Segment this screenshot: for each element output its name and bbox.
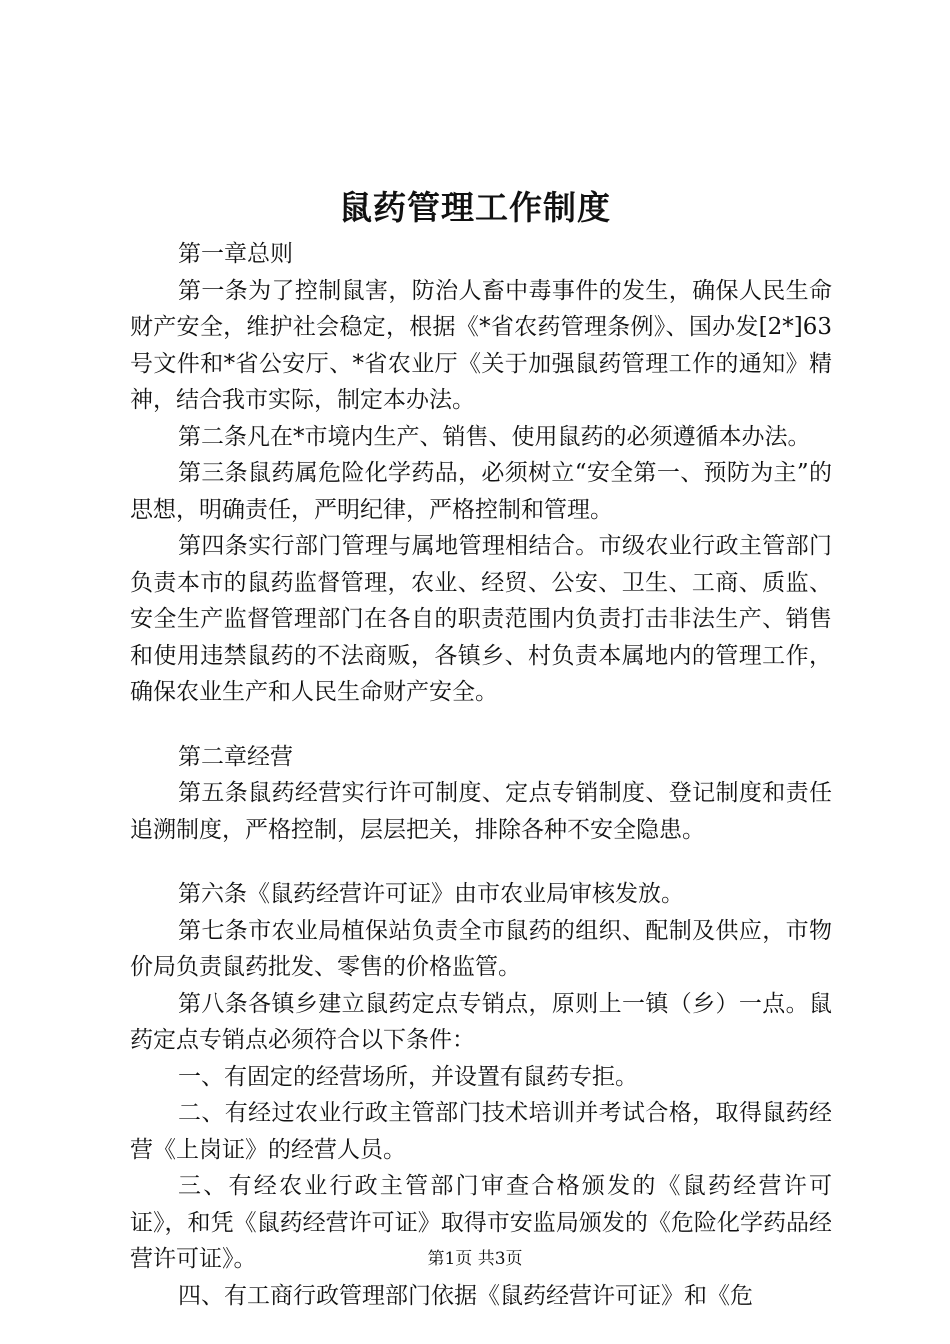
chapter-heading: 第二章经营 [178, 743, 293, 770]
article-paragraph: 第三条鼠药属危险化学药品，必须树立“安全第一、预防为主”的思想，明确责任，严明纪律，严格控制和管理。 [130, 460, 832, 523]
list-item: 二、有经过农业行政主管部门技术培训并考试合格，取得鼠药经营《上岗证》的经营人员。 [130, 1100, 832, 1163]
article-paragraph: 第六条《鼠药经营许可证》由市农业局审核发放。 [178, 881, 684, 907]
article-paragraph: 第二条凡在*市境内生产、销售、使用鼠药的必须遵循本办法。 [178, 423, 811, 450]
paragraph-spacer [130, 848, 832, 876]
document-body [130, 236, 832, 1314]
list-item: 一、有固定的经营场所，并设置有鼠药专拒。 [178, 1063, 638, 1090]
list-item: 四、有工商行政管理部门依据《鼠药经营许可证》和《危 [178, 1282, 753, 1309]
article-paragraph: 第四条实行部门管理与属地管理相结合。市级农业行政主管部门负责本市的鼠药监督管理，农业、经贸、公安、卫生、工商、质监、安全生产监督管理部门在各自的职责范围内负责打击非法生产、销售和使用违禁鼠药的不法商贩，各镇乡、村负责本属地内的管理工作，确保农业生产和人民生命财产安全。 [130, 533, 832, 705]
paragraph-spacer [130, 711, 832, 739]
article-paragraph: 第七条市农业局植保站负责全市鼠药的组织、配制及供应，市物价局负责鼠药批发、零售的价格监管。 [130, 917, 832, 980]
list-item: 三、有经农业行政主管部门审查合格颁发的《鼠药经营许可证》，和凭《鼠药经营许可证》取得市安监局颁发的《危险化学药品经营许可证》。 [130, 1173, 832, 1272]
article-paragraph: 第一条为了控制鼠害，防治人畜中毒事件的发生，确保人民生命财产安全，维护社会稳定，根据《*省农药管理条例》、国办发[2*]63号文件和*省公安厅、*省农业厅《关于加强鼠药管理工作的通知》精神，结合我市实际，制定本办法。 [130, 277, 832, 413]
article-paragraph: 第五条鼠药经营实行许可制度、定点专销制度、登记制度和责任追溯制度，严格控制，层层把关，排除各种不安全隐患。 [130, 780, 832, 843]
page-number-footer: 第1页 共3页 [427, 1249, 523, 1269]
article-paragraph: 第八条各镇乡建立鼠药定点专销点，原则上一镇（乡）一点。鼠药定点专销点必须符合以下条件： [130, 990, 832, 1053]
chapter-heading: 第一章总则 [178, 241, 293, 267]
document-title: 鼠药管理工作制度 [339, 188, 611, 227]
